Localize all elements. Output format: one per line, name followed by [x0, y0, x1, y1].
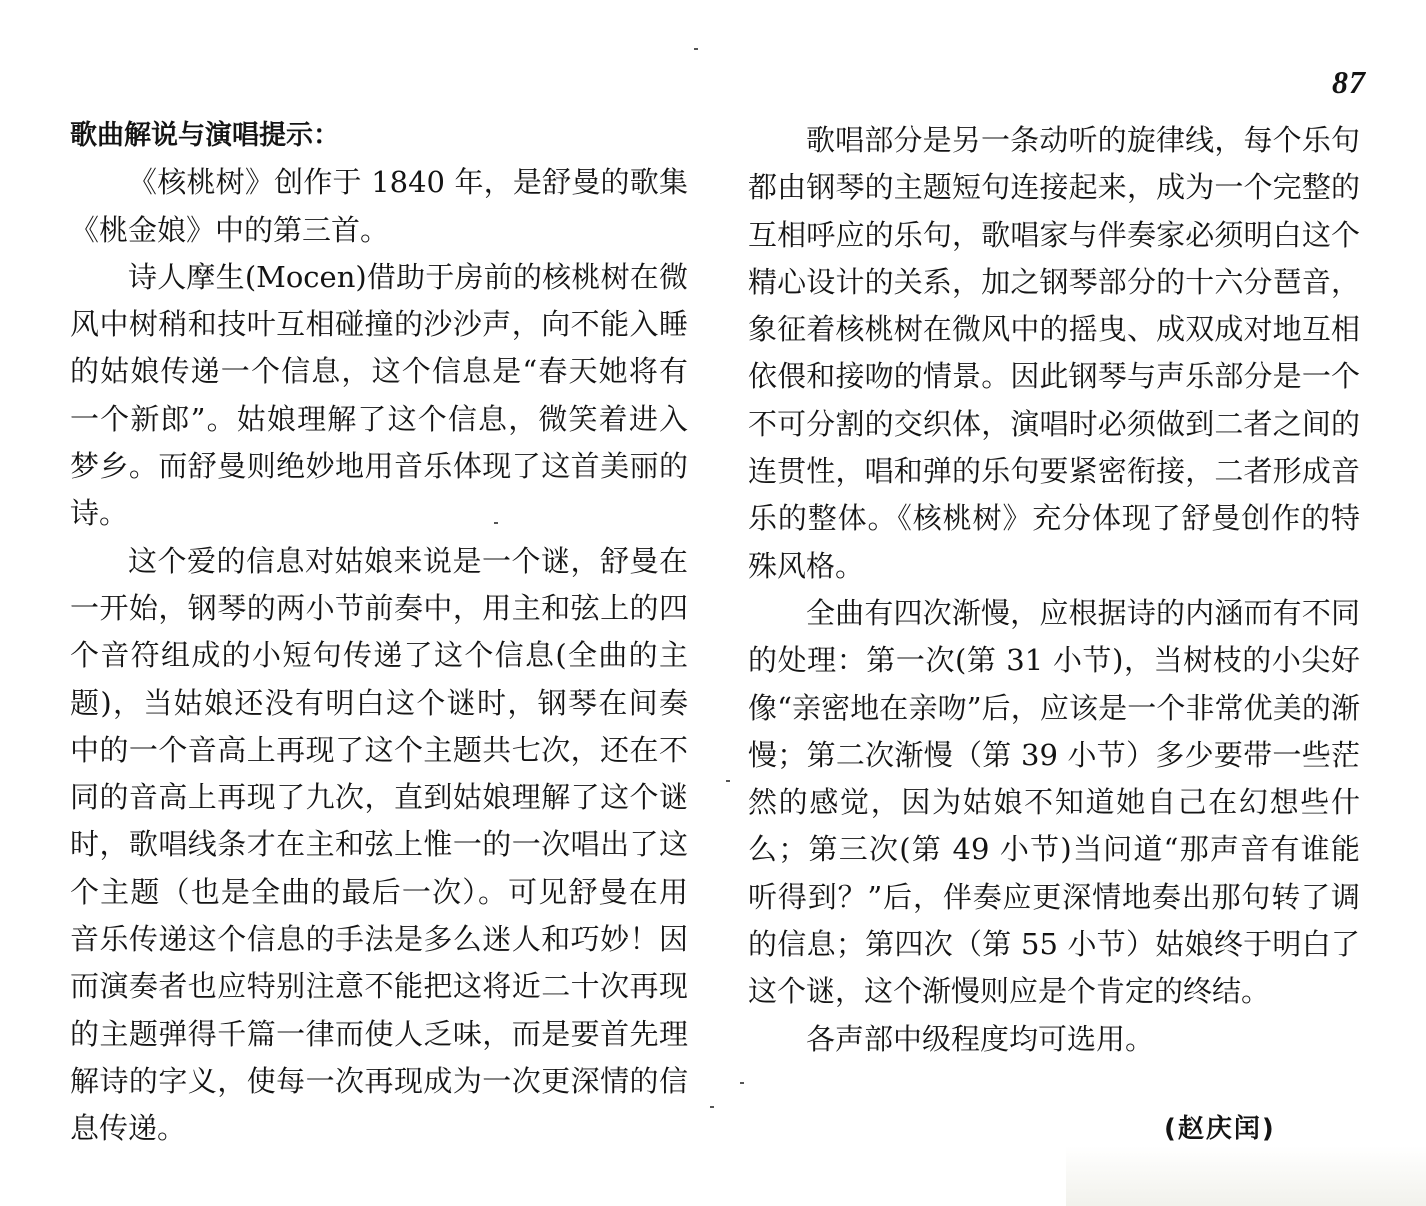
paragraph-melody: 歌唱部分是另一条动听的旋律线，每个乐句都由钢琴的主题短句连接起来，成为一个完整的互相呼应的乐句，歌唱家与伴奏家必须明白这个精心设计的关系，加之钢琴部分的十六分琶音，象征着核桃树在微风中的摇曳、成双成对地互相依偎和接吻的情景。因此钢琴与声乐部分是一个不可分割的交织体，演唱时必须做到二者之间的连贯性，唱和弹的乐句要紧密衔接，二者形成音乐的整体。《核桃树》充分体现了舒曼创作的特殊风格。: [748, 123, 1360, 583]
scan-speck: [710, 1106, 714, 1108]
scan-speck: [740, 1082, 744, 1084]
scan-speck: [726, 780, 730, 782]
section-heading: 歌曲解说与演唱提示：: [70, 120, 340, 151]
paragraph-intro: 《核桃树》创作于 1840 年，是舒曼的歌集《桃金娘》中的第三首。: [70, 165, 688, 247]
paragraph-poem: 诗人摩生(Mocen)借助于房前的核桃树在微风中树稍和技叶互相碰撞的沙沙声，向不能入睡的姑娘传递一个信息，这个信息是“春天她将有一个新郎”。姑娘理解了这个信息，微笑着进入梦乡。而舒曼则绝妙地用音乐体现了这首美丽的诗。: [70, 259, 688, 531]
page-number: 87: [1332, 64, 1366, 100]
right-column: [748, 117, 1360, 1063]
scan-speck: [494, 522, 498, 524]
author-signature: (赵庆闰): [1164, 1114, 1276, 1144]
scan-edge-shade: [1066, 1146, 1426, 1206]
left-column: [70, 112, 688, 1153]
scan-speck: [694, 48, 698, 50]
paragraph-theme: 这个爱的信息对姑娘来说是一个谜，舒曼在一开始，钢琴的两小节前奏中，用主和弦上的四个音符组成的小短句传递了这个信息(全曲的主题)，当姑娘还没有明白这个谜时，钢琴在间奏中的一个音高上再现了这个主题共七次，还在不同的音高上再现了九次，直到姑娘理解了这个谜时，歌唱线条才在主和弦上惟一的一次唱出了这个主题（也是全曲的最后一次）。可见舒曼在用音乐传递这个信息的手法是多么迷人和巧妙！因而演奏者也应特别注意不能把这将近二十次再现的主题弹得千篇一律而使人乏味，而是要首先理解诗的字义，使每一次再现成为一次更深情的信息传递。: [70, 543, 688, 1146]
paragraph-voice-parts: 各声部中级程度均可选用。: [806, 1021, 1155, 1056]
paragraph-ritardando: 全曲有四次渐慢，应根据诗的内涵而有不同的处理：第一次(第 31 小节)，当树枝的小尖好像“亲密地在亲吻”后，应该是一个非常优美的渐慢；第二次渐慢（第 39 小节）多少要带一些茫然的感觉，因为姑娘不知道她自己在幻想些什么；第三次(第 49 小节)当问道“那声音有谁能听得到？”后，伴奏应更深情地奏出那句转了调的信息；第四次（第 55 小节）姑娘终于明白了这个谜，这个渐慢则应是个肯定的终结。: [748, 595, 1360, 1009]
